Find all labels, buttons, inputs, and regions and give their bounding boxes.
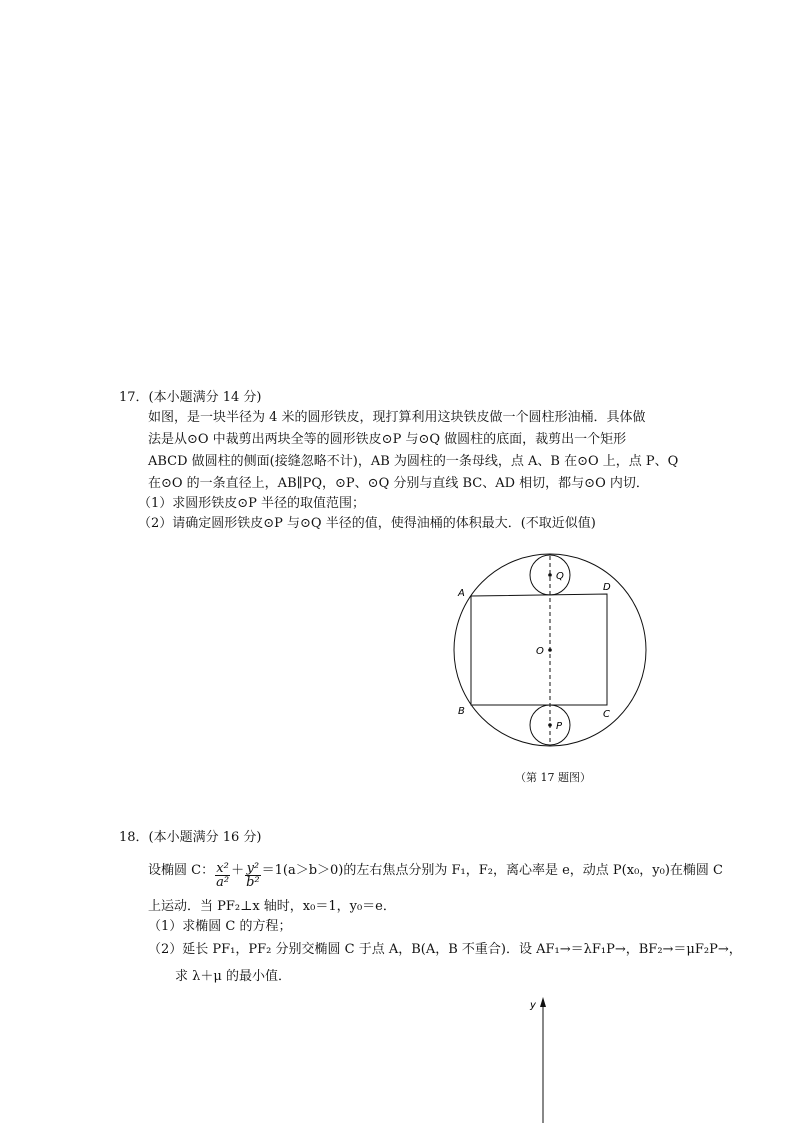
label-p: P — [556, 721, 563, 732]
y-axis-arrow-icon — [540, 997, 546, 1007]
point-p — [548, 723, 552, 727]
q18-part-1: （1）求椭圆 C 的方程； — [148, 919, 292, 934]
label-d: D — [603, 582, 611, 593]
q18-line-1-suffix: ＝1(a＞b＞0)的左右焦点分别为 F₁，F₂，离心率是 e，动点 P(x₀，y₀)在椭圆 C — [261, 863, 724, 878]
label-o: O — [536, 646, 544, 657]
point-q — [548, 573, 552, 577]
fraction-2-denominator: b² — [246, 875, 260, 890]
label-b: B — [458, 706, 465, 717]
q18-line-1 — [148, 859, 723, 889]
fraction-x2-a2 — [215, 862, 230, 889]
q17-part-1: （1）求圆形铁皮⊙P 半径的取值范围； — [138, 496, 366, 511]
label-q: Q — [556, 571, 564, 582]
fraction-y2-b2 — [245, 862, 261, 889]
point-o — [548, 648, 552, 652]
q18-part-2-continuation: 求 λ＋μ 的最小值． — [175, 969, 291, 984]
fraction-1-numerator: x² — [216, 861, 229, 876]
label-c: C — [603, 709, 610, 720]
q17-line-2: 法是从⊙O 中裁剪出两块全等的圆形铁皮⊙P 与⊙Q 做圆柱的底面，裁剪出一个矩形 — [148, 432, 627, 447]
fraction-2-numerator: y² — [246, 861, 260, 876]
y-axis-label: y — [530, 1000, 536, 1011]
label-a: A — [458, 588, 465, 599]
q18-line-1-prefix: 设椭圆 C： — [148, 863, 215, 878]
q18-line-2: 上运动．当 PF₂⊥x 轴时，x₀＝1，y₀＝e． — [148, 899, 396, 914]
q18-header: 18．(本小题满分 16 分) — [119, 830, 262, 845]
q18-axis-figure — [520, 990, 560, 1123]
q17-line-4: 在⊙O 的一条直径上，AB∥PQ，⊙P、⊙Q 分别与直线 BC、AD 相切，都与⊙O 内切． — [148, 476, 649, 491]
q17-header: 17．(本小题满分 14 分) — [119, 390, 262, 405]
figure-caption: （第 17 题图） — [515, 771, 591, 784]
q17-figure — [440, 545, 670, 760]
fraction-1-denominator: a² — [216, 875, 230, 890]
plus-sign: ＋ — [231, 863, 245, 878]
q17-part-2: （2）请确定圆形铁皮⊙P 与⊙Q 半径的值，使得油桶的体积最大．(不取近似值) — [138, 516, 596, 531]
q18-part-2: （2）延长 PF₁，PF₂ 分别交椭圆 C 于点 A，B(A，B 不重合)．设 AF₁→＝λF₁P→，BF₂→＝μF₂P→， — [148, 942, 742, 957]
q17-line-3: ABCD 做圆柱的侧面(接缝忽略不计)，AB 为圆柱的一条母线，点 A、B 在⊙O 上，点 P、Q — [148, 454, 679, 469]
q17-line-1: 如图，是一块半径为 4 米的圆形铁皮，现打算利用这块铁皮做一个圆柱形油桶．具体做 — [148, 410, 646, 425]
